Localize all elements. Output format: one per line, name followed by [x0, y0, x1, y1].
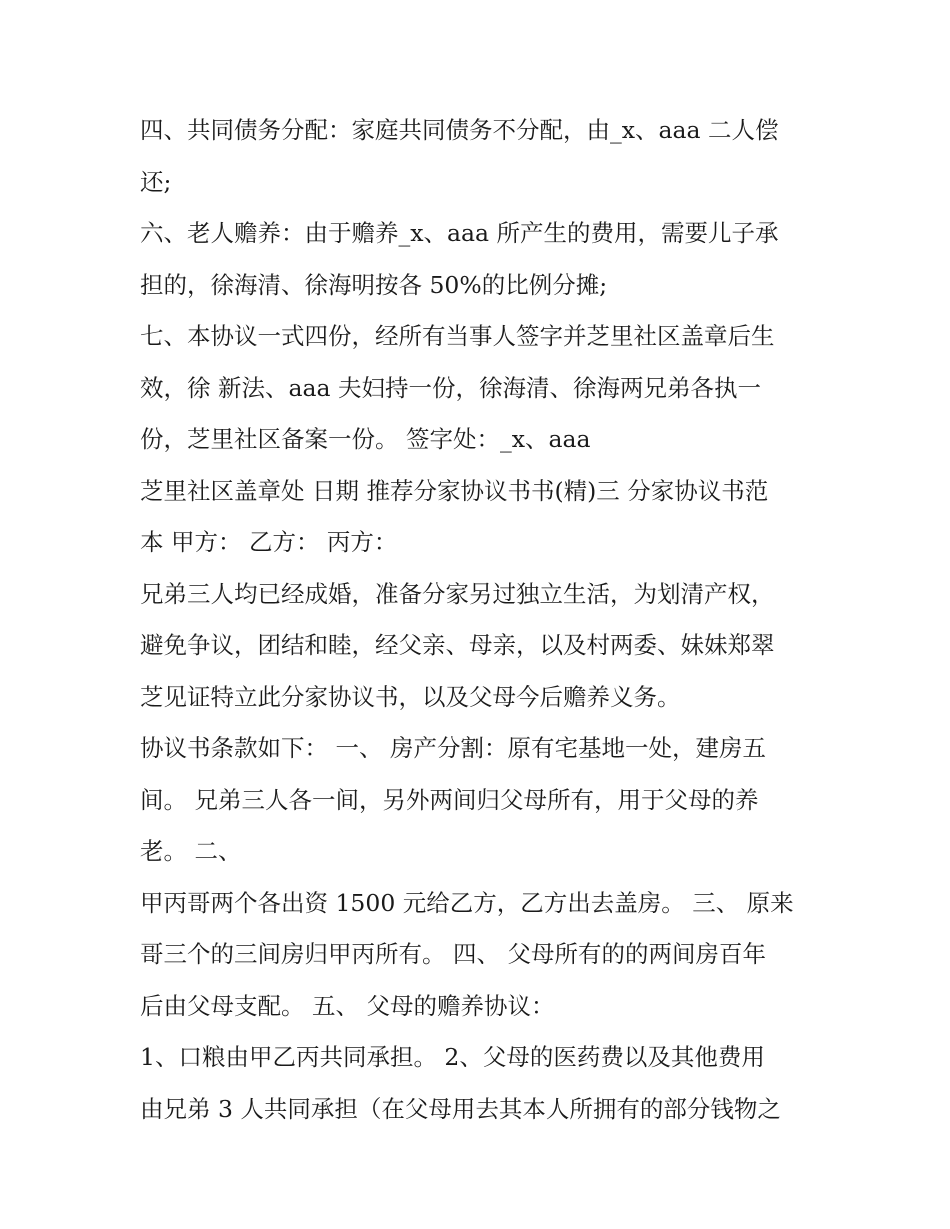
text-line: 避免争议，团结和睦，经父亲、母亲，以及村两委、妹妹郑翠 [140, 631, 775, 659]
text-line: 芝见证特立此分家协议书，以及父母今后赡养义务。 [140, 682, 681, 711]
text-line: 四、共同债务分配：家庭共同债务不分配，由_x、aaa 二人偿 [140, 116, 779, 144]
text-line: 甲丙哥两个各出资 1500 元给乙方，乙方出去盖房。 三、 原来 [140, 888, 794, 917]
text-line: 协议书条款如下： 一、 房产分割：原有宅基地一处，建房五 [140, 734, 766, 762]
text-line: 份，芝里社区备案一份。 签字处：_x、aaa [140, 425, 591, 453]
text-line: 六、老人赡养：由于赡养_x、aaa 所产生的费用，需要儿子承 [140, 219, 779, 247]
document-body [140, 110, 820, 1140]
text-line: 老。 二、 [140, 837, 242, 865]
text-line: 芝里社区盖章处 日期 推荐分家协议书书(精)三 分家协议书范 [140, 476, 769, 505]
text-line: 由兄弟 3 人共同承担（在父母用去其本人所拥有的部分钱物之 [140, 1094, 781, 1123]
text-line: 兄弟三人均已经成婚，准备分家另过独立生活，为划清产权， [140, 579, 775, 608]
text-line: 本 甲方： 乙方： 丙方： [140, 528, 398, 556]
text-line: 哥三个的三间房归甲丙所有。 四、 父母所有的的两间房百年 [140, 940, 766, 968]
text-line: 间。 兄弟三人各一间，另外两间归父母所有，用于父母的养 [140, 785, 759, 814]
text-line: 担的，徐海清、徐海明按各 50%的比例分摊; [140, 270, 608, 299]
text-line: 后由父母支配。 五、 父母的赡养协议： [140, 991, 555, 1020]
text-line: 七、本协议一式四份，经所有当事人签字并芝里社区盖章后生 [140, 322, 775, 350]
text-line: 效，徐 新法、aaa 夫妇持一份，徐海清、徐海两兄弟各执一 [140, 373, 761, 402]
text-line: 还; [140, 167, 172, 196]
text-line: 1、口粮由甲乙丙共同承担。 2、父母的医药费以及其他费用 [140, 1043, 765, 1071]
